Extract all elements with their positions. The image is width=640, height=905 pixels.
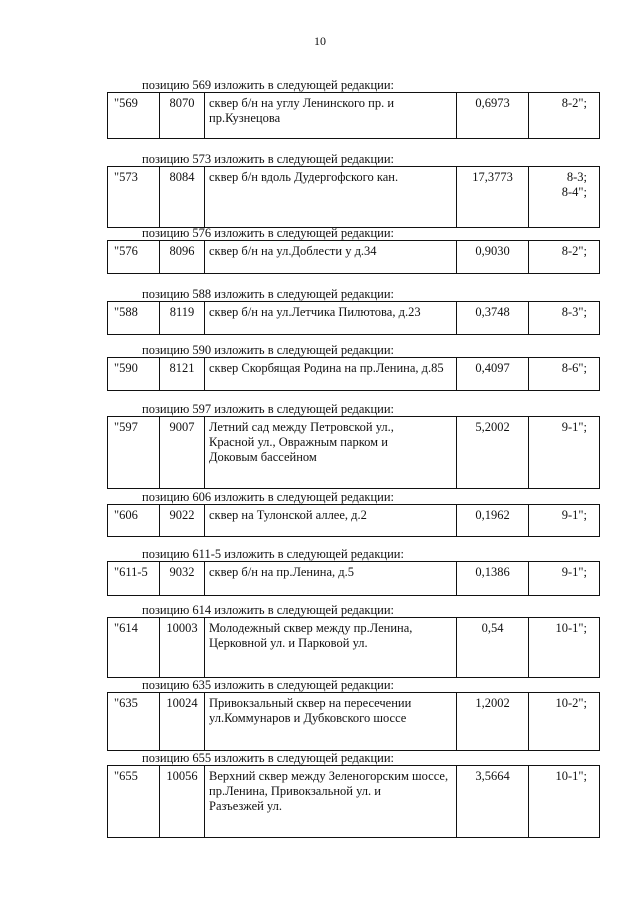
zone-line: 8-4"; <box>561 185 587 199</box>
position-number: "576 <box>108 241 160 273</box>
amendment-caption: позицию 611-5 изложить в следующей редакции: <box>142 547 404 561</box>
object-area: 3,5664 <box>457 766 529 837</box>
amendment-caption: позицию 573 изложить в следующей редакции: <box>142 152 394 166</box>
zone-line: 8-6"; <box>561 361 587 375</box>
description-line: сквер б/н вдоль Дудергофского кан. <box>209 170 399 184</box>
amendment-block <box>107 226 598 274</box>
amendment-caption: позицию 606 изложить в следующей редакции: <box>142 490 394 504</box>
object-description <box>205 618 457 677</box>
description-line: пр.Кузнецова <box>209 111 281 125</box>
amendment-block <box>107 603 598 678</box>
amendment-block <box>107 152 598 228</box>
amendment-block <box>107 343 598 391</box>
description-line: сквер Скорбящая Родина на пр.Ленина, д.85 <box>209 361 444 375</box>
position-row <box>107 92 600 139</box>
position-number: "635 <box>108 693 160 750</box>
object-description <box>205 302 457 334</box>
amendment-block <box>107 547 598 596</box>
zone-line: 9-1"; <box>561 565 587 579</box>
zone-code <box>529 93 599 138</box>
object-code: 10056 <box>160 766 205 837</box>
zone-code <box>529 417 599 488</box>
amendment-block <box>107 678 598 751</box>
zone-line: 10-1"; <box>555 769 587 783</box>
object-code: 9032 <box>160 562 205 595</box>
object-area: 5,2002 <box>457 417 529 488</box>
object-area: 0,6973 <box>457 93 529 138</box>
zone-line: 9-1"; <box>561 420 587 434</box>
zone-code <box>529 241 599 273</box>
object-description <box>205 93 457 138</box>
object-area: 0,54 <box>457 618 529 677</box>
object-description <box>205 766 457 837</box>
position-number: "614 <box>108 618 160 677</box>
position-row <box>107 357 600 391</box>
position-row <box>107 617 600 678</box>
position-number: "611-5 <box>108 562 160 595</box>
object-description <box>205 562 457 595</box>
description-line: Летний сад между Петровской ул., <box>209 420 394 434</box>
position-row <box>107 240 600 274</box>
amendment-caption: позицию 635 изложить в следующей редакции: <box>142 678 394 692</box>
object-area: 17,3773 <box>457 167 529 227</box>
zone-code <box>529 167 599 227</box>
amendment-block <box>107 402 598 489</box>
zone-line: 8-3"; <box>561 305 587 319</box>
zone-code <box>529 302 599 334</box>
object-code: 9007 <box>160 417 205 488</box>
zone-line: 10-1"; <box>555 621 587 635</box>
object-area: 0,3748 <box>457 302 529 334</box>
zone-line: 8-2"; <box>561 96 587 110</box>
zone-line: 8-3; <box>566 170 587 184</box>
amendment-caption: позицию 590 изложить в следующей редакции: <box>142 343 394 357</box>
object-area: 1,2002 <box>457 693 529 750</box>
position-row <box>107 765 600 838</box>
description-line: Разъезжей ул. <box>209 799 282 813</box>
object-description <box>205 417 457 488</box>
object-area: 0,9030 <box>457 241 529 273</box>
position-number: "569 <box>108 93 160 138</box>
amendment-caption: позицию 597 изложить в следующей редакции: <box>142 402 394 416</box>
amendment-caption: позицию 588 изложить в следующей редакции: <box>142 287 394 301</box>
amendment-caption: позицию 576 изложить в следующей редакции: <box>142 226 394 240</box>
object-description <box>205 693 457 750</box>
zone-code <box>529 505 599 536</box>
zone-code <box>529 693 599 750</box>
object-description <box>205 167 457 227</box>
description-line: Красной ул., Овражным парком и <box>209 435 388 449</box>
position-row <box>107 166 600 228</box>
description-line: ул.Коммунаров и Дубковского шоссе <box>209 711 407 725</box>
description-line: сквер б/н на ул.Доблести у д.34 <box>209 244 377 258</box>
position-number: "606 <box>108 505 160 536</box>
description-line: сквер б/н на ул.Летчика Пилютова, д.23 <box>209 305 421 319</box>
amendment-caption: позицию 655 изложить в следующей редакции: <box>142 751 394 765</box>
description-line: Верхний сквер между Зеленогорским шоссе, <box>209 769 449 783</box>
object-code: 8084 <box>160 167 205 227</box>
object-code: 10003 <box>160 618 205 677</box>
zone-code <box>529 618 599 677</box>
amendment-block <box>107 490 598 537</box>
object-code: 8121 <box>160 358 205 390</box>
amendment-caption: позицию 614 изложить в следующей редакции: <box>142 603 394 617</box>
object-code: 8119 <box>160 302 205 334</box>
amendment-block <box>107 287 598 335</box>
object-description <box>205 505 457 536</box>
amendment-caption: позицию 569 изложить в следующей редакции: <box>142 78 394 92</box>
position-number: "573 <box>108 167 160 227</box>
amendment-block <box>107 751 598 838</box>
description-line: Церковной ул. и Парковой ул. <box>209 636 368 650</box>
object-code: 10024 <box>160 693 205 750</box>
position-row <box>107 301 600 335</box>
position-row <box>107 504 600 537</box>
object-code: 8096 <box>160 241 205 273</box>
zone-line: 10-2"; <box>555 696 587 710</box>
position-row <box>107 416 600 489</box>
position-number: "597 <box>108 417 160 488</box>
object-area: 0,4097 <box>457 358 529 390</box>
position-number: "588 <box>108 302 160 334</box>
description-line: пр.Ленина, Привокзальной ул. и <box>209 784 381 798</box>
zone-line: 9-1"; <box>561 508 587 522</box>
position-row <box>107 561 600 596</box>
description-line: Доковым бассейном <box>209 450 317 464</box>
object-code: 9022 <box>160 505 205 536</box>
description-line: сквер на Тулонской аллее, д.2 <box>209 508 367 522</box>
page-number: 10 <box>314 34 326 48</box>
description-line: сквер б/н на углу Ленинского пр. и <box>209 96 395 110</box>
zone-code <box>529 562 599 595</box>
object-description <box>205 241 457 273</box>
description-line: Молодежный сквер между пр.Ленина, <box>209 621 413 635</box>
position-number: "590 <box>108 358 160 390</box>
object-area: 0,1962 <box>457 505 529 536</box>
object-description <box>205 358 457 390</box>
object-area: 0,1386 <box>457 562 529 595</box>
amendment-block <box>107 78 598 139</box>
description-line: сквер б/н на пр.Ленина, д.5 <box>209 565 354 579</box>
zone-line: 8-2"; <box>561 244 587 258</box>
zone-code <box>529 766 599 837</box>
object-code: 8070 <box>160 93 205 138</box>
position-number: "655 <box>108 766 160 837</box>
zone-code <box>529 358 599 390</box>
position-row <box>107 692 600 751</box>
description-line: Привокзальный сквер на пересечении <box>209 696 412 710</box>
